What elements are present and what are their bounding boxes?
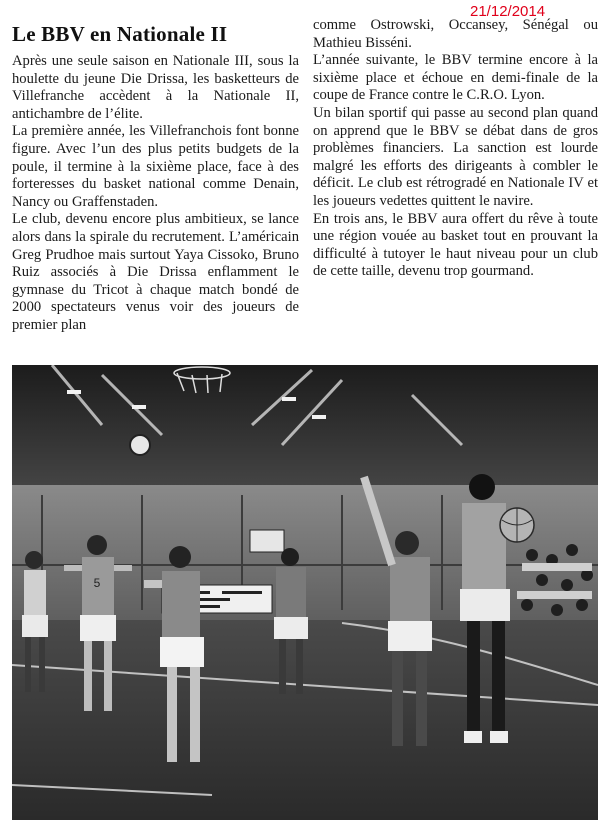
article-title: Le BBV en Nationale II: [12, 22, 228, 46]
paragraph: Le club, devenu encore plus ambitieux, se lance alors dans la spirale du recrutement. L’américain Greg Prudhoe mais surtout Yaya Cissoko, Bruno Ruiz associés à Die Drissa enflamment le gymnase du Tricot à chaque match bondé de 2000 spectateurs venus voir des joueurs de premier plan: [12, 211, 299, 333]
basketball-game-photo: [12, 365, 598, 820]
basketball-photo-illustration: [12, 365, 598, 820]
paragraph: comme Ostrowski, Occansey, Sénégal ou Mathieu Bisséni.: [313, 17, 598, 51]
article-column-right: [313, 17, 598, 281]
paragraph: Un bilan sportif qui passe au second plan quand on apprend que le BBV se débat dans de gros problèmes financiers. La sanction est lourde malgré les efforts des dirigeants à combler le déficit. Le club est rétrogradé en Nationale IV et les joueurs vedettes quittent le navire.: [313, 104, 598, 209]
paragraph: En trois ans, le BBV aura offert du rêve à toute une région vouée au basket tout en prouvant la difficulté à tutoyer le haut niveau pour un club de cette taille, devenu trop gourmand.: [313, 210, 598, 280]
paragraph: La première année, les Villefranchois font bonne figure. Avec l’un des plus petits budgets de la poule, il termine à la sixième place, face à des forteresses du basket national comme Denain, Nancy ou Graffenstaden.: [12, 123, 299, 210]
paragraph: L’année suivante, le BBV termine encore à la sixième place et échoue en demi-finale de la coupe de France contre le C.R.O. Lyon.: [313, 52, 598, 104]
paragraph: Après une seule saison en Nationale III, sous la houlette du jeune Die Drissa, les basketteurs de Villefranche accèdent à la Nationale II, antichambre de l’élite.: [12, 53, 299, 122]
article-column-left: [12, 53, 299, 335]
article-date: 21/12/2014: [470, 3, 546, 20]
jersey-number: 5: [93, 576, 101, 590]
